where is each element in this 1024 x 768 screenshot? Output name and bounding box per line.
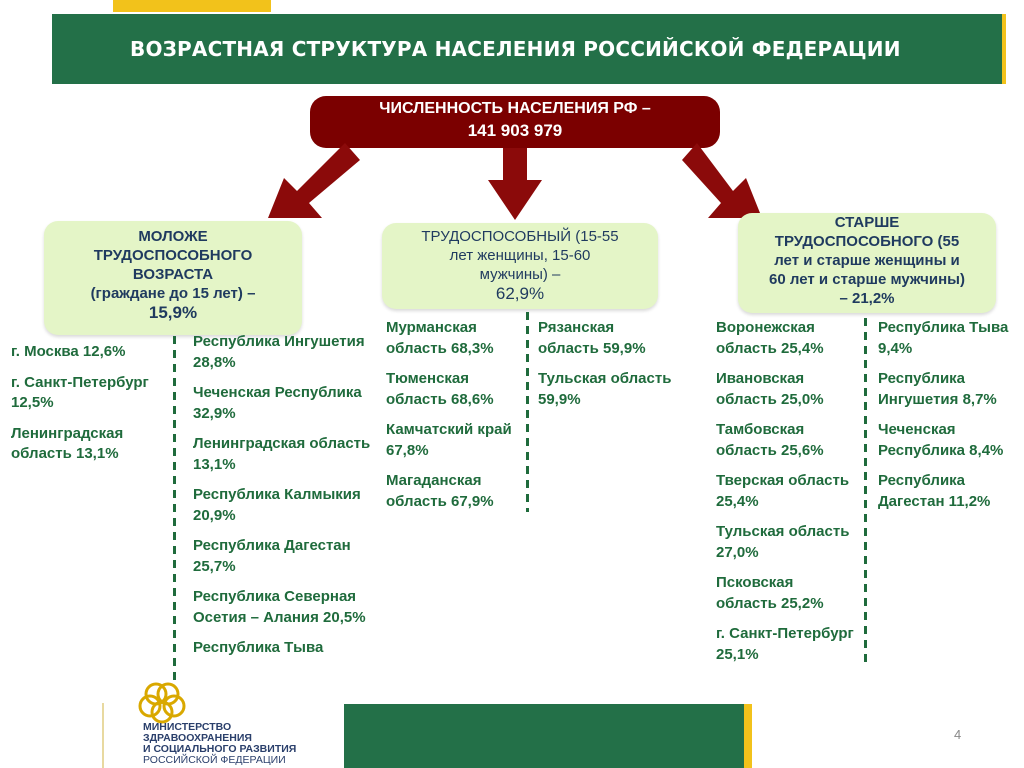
old-high-list [716, 318, 856, 675]
ministry-line4: РОССИЙСКОЙ ФЕДЕРАЦИИ [143, 754, 286, 766]
working-pct: 62,9% [495, 284, 545, 303]
old-line2: ТРУДОСПОСОБНОГО (55 [774, 233, 960, 250]
working-line3: мужчины) – [479, 266, 561, 283]
list-item: г. Москва 12,6% [11, 343, 126, 360]
young-group-box [44, 221, 302, 335]
old-line1: СТАРШЕ [834, 214, 900, 231]
list-item: Камчатский край 67,8% [386, 421, 512, 459]
header-gold-tab [113, 0, 271, 12]
list-item: Республика Калмыкия 20,9% [193, 486, 361, 524]
list-item: Ленинградская область 13,1% [11, 424, 124, 462]
young-line1: МОЛОЖЕ [138, 228, 208, 245]
list-item: Рязанская область 59,9% [538, 319, 646, 357]
old-line4: 60 лет и старше мужчины) [769, 271, 965, 288]
list-item: Республика Дагестан 25,7% [193, 537, 351, 575]
arrow-center [488, 148, 542, 220]
list-item: Республика Тыва [193, 639, 324, 656]
list-item: Воронежская область 25,4% [716, 319, 824, 357]
list-item: Магаданская область 67,9% [386, 472, 494, 510]
slide-title-text: ВОЗРАСТНАЯ СТРУКТУРА НАСЕЛЕНИЯ РОССИЙСКОЙ ФЕДЕРАЦИИ [130, 37, 901, 61]
population-box [310, 96, 720, 148]
list-item: г. Санкт-Петербург 12,5% [11, 373, 149, 411]
list-item: Тюменская область 68,6% [386, 370, 494, 408]
footer-gold-band [744, 704, 752, 768]
slide-title [52, 14, 1002, 84]
working-low-list [538, 318, 673, 420]
page-number: 4 [954, 727, 962, 742]
list-item: Чеченская Республика 8,4% [878, 421, 1004, 459]
divider-young [173, 336, 176, 686]
list-item: Ленинградская область 13,1% [193, 435, 371, 473]
population-value: 141 903 979 [467, 121, 563, 140]
list-item: Республика Северная Осетия – Алания 20,5% [193, 588, 366, 626]
list-item: г. Санкт-Петербург 25,1% [716, 625, 854, 663]
ministry-line2: ЗДРАВООХРАНЕНИЯ [143, 732, 252, 744]
ministry-line1: МИНИСТЕРСТВО [143, 721, 232, 733]
working-group-box [382, 223, 658, 309]
ministry-logo-icon [130, 680, 200, 726]
divider-working [526, 312, 529, 512]
list-item: Республика Ингушетия 8,7% [878, 370, 997, 408]
old-line3: лет и старше женщины и [774, 252, 960, 269]
list-item: Мурманская область 68,3% [386, 319, 494, 357]
working-line1: ТРУДОСПОСОБНЫЙ (15-55 [421, 228, 619, 245]
population-label: ЧИСЛЕННОСТЬ НАСЕЛЕНИЯ РФ – [379, 100, 651, 117]
list-item: Тульская область 27,0% [716, 523, 850, 561]
young-sub: (граждане до 15 лет) – [90, 285, 256, 302]
list-item: Чеченская Республика 32,9% [193, 384, 362, 422]
young-line2: ТРУДОСПОСОБНОГО [93, 247, 253, 264]
young-high-list [193, 332, 383, 669]
young-line3: ВОЗРАСТА [132, 266, 214, 283]
ministry-name [143, 722, 296, 766]
divider-old [864, 318, 867, 668]
arrow-right [682, 143, 762, 218]
old-group-box [738, 213, 996, 313]
list-item: Республика Тыва 9,4% [878, 319, 1009, 357]
header-gold-edge [1002, 14, 1006, 84]
list-item: Республика Ингушетия 28,8% [193, 333, 365, 371]
list-item: Ивановская область 25,0% [716, 370, 824, 408]
young-pct: 15,9% [148, 303, 198, 322]
list-item: Тульская область 59,9% [538, 370, 672, 408]
arrow-left [268, 143, 360, 218]
old-line5: – 21,2% [839, 290, 895, 307]
list-item: Псковская область 25,2% [716, 574, 824, 612]
young-low-list [11, 342, 176, 475]
old-low-list [878, 318, 1018, 522]
footer-green-band [344, 704, 744, 768]
list-item: Тамбовская область 25,6% [716, 421, 824, 459]
working-high-list [386, 318, 521, 522]
ministry-line3: И СОЦИАЛЬНОГО РАЗВИТИЯ [143, 743, 297, 755]
list-item: Республика Дагестан 11,2% [878, 472, 991, 510]
footer-divider [102, 703, 104, 768]
list-item: Тверская область 25,4% [716, 472, 850, 510]
working-line2: лет женщины, 15-60 [449, 247, 591, 264]
